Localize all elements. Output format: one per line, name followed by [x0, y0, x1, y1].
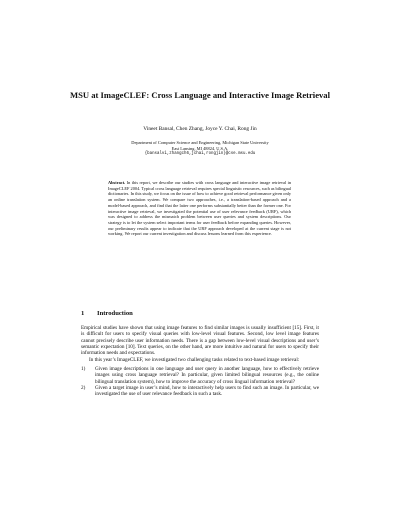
- numbered-list: [81, 366, 319, 398]
- list-item: [81, 385, 319, 398]
- list-item-text: Given image descriptions in one language and user query in another language, how to effectively retrieve images using cross language retrieval? In particular, given limited bilingual resources (e.g., the online bilingual translation system), how to improve the accuracy of cross lingual information retrieval?: [95, 366, 319, 385]
- section-body: [81, 325, 319, 398]
- list-item-text: Given a target image in user’s mind, how to interactively help users to find such an image. In particular, we investigated the use of user relevance feedback in such a task.: [95, 385, 319, 398]
- list-item: [81, 366, 319, 385]
- affiliation-block: [60, 140, 340, 158]
- affiliation-address: East Lansing, MI 48824, U.S.A.: [171, 145, 229, 151]
- author-emails: {bansalvi,zhangch6,jchai,rongjin}@cse.msu.edu: [144, 151, 256, 156]
- list-item-number: 1): [81, 366, 86, 373]
- list-item-number: 2): [81, 385, 86, 392]
- section-number: 1: [81, 310, 85, 317]
- abstract-label: Abstract.: [108, 180, 126, 185]
- section-heading: [81, 310, 331, 318]
- body-paragraph: Empirical studies have shown that using image features to find similar images is usually insufficient [15]. First, it is difficult for users to specify visual queries with low-level visual features. Second, low level image features cannot precisely describe user information needs. There is a gap between low-level visual descriptions and user’s semantic expectation [10]. Text queries, on the other hand, are more intuitive and natural for users to specify their information needs and expectations.: [81, 325, 319, 357]
- abstract-text: In this report, we describe our studies with cross language and interactive image retrieval in ImageCLEF 2004. Typical cross language retrieval requires special linguistic resources, such as bilingual dictionaries. In this study, we focus on the issue of how to achieve good retrieval performance given only an online translation system. We compare two approaches, i.e., a translation-based approach and a model-based approach, and find that the latter one performs substantially better than the former one. For interactive image retrieval, we investigated the potential use of user relevance feedback (URF), which was designed to address the mismatch problem between user queries and system descriptions. Our strategy is to let the system select important terms for user feedback before expanding queries. However, our preliminary results appear to indicate that the URF approach developed at the current stage is not working. We report our current investigation and discuss lessons learned from this experience.: [108, 180, 291, 237]
- section-title: Introduction: [97, 310, 133, 317]
- affiliation-department: Department of Computer Science and Engineering, Michigan State University: [131, 140, 269, 145]
- abstract: [108, 180, 291, 237]
- author-list: Vineet Bansal, Chen Zhang, Joyce Y. Chai, Rong Jin: [143, 126, 257, 132]
- paper-title: MSU at ImageCLEF: Cross Language and Interactive Image Retrieval: [69, 90, 330, 100]
- body-paragraph: In this year’s ImageCLEF, we investigated two challenging tasks related to text-based image retrieval:: [89, 356, 300, 363]
